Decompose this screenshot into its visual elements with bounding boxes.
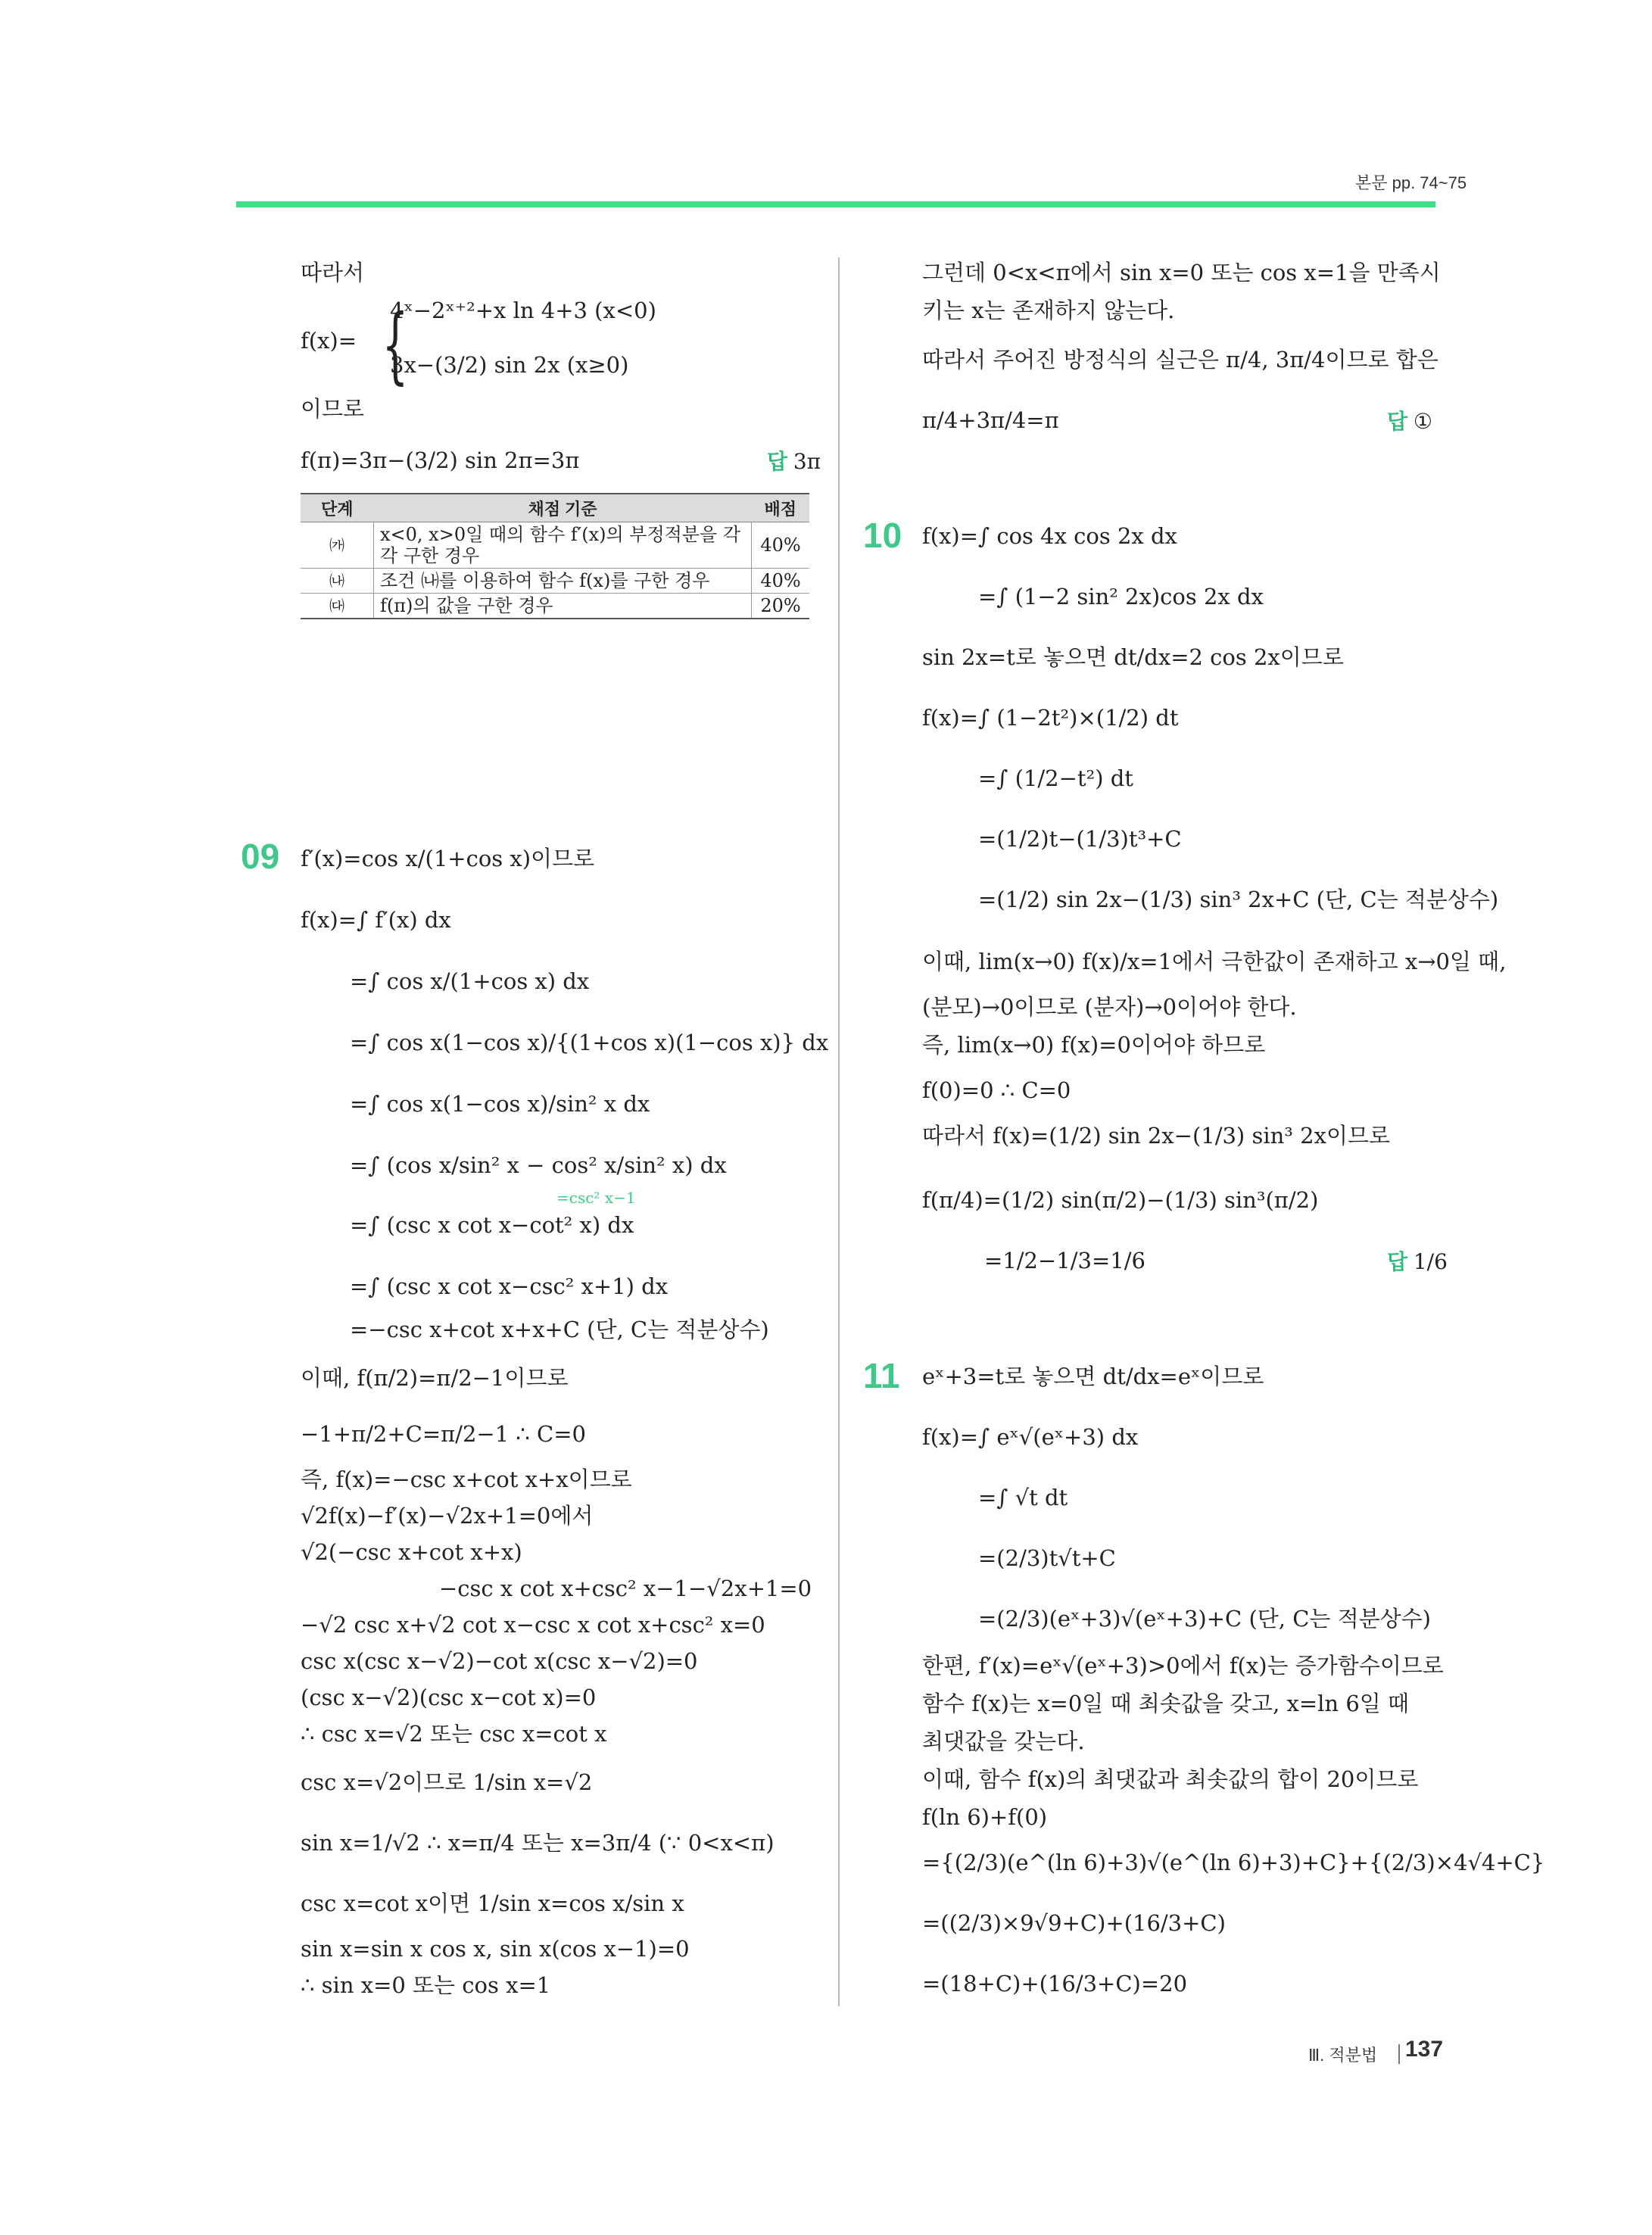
solution-line: √2(−csc x+cot x+x) <box>301 1539 522 1565</box>
row-step: ㈏ <box>301 569 374 594</box>
solution-line: csc x=cot x이면 1/sin x=cos x/sin x <box>301 1891 684 1916</box>
solution-line: 즉, lim(x→0) f(x)=0이어야 하므로 <box>922 1032 1266 1058</box>
header-score: 배점 <box>752 494 810 522</box>
solution-line: =∫ cos x/(1+cos x) dx <box>350 968 590 994</box>
table-row <box>301 522 809 569</box>
solution-line: =∫ (csc x cot x−cot² x) dx <box>350 1212 634 1238</box>
solution-line: =∫ (csc x cot x−csc² x+1) dx <box>350 1273 669 1299</box>
answer-08 <box>767 445 821 475</box>
intro-text: 따라서 <box>301 260 365 285</box>
answer-label: 답 <box>1387 410 1408 433</box>
solution-line: =∫ (1/2−t²) dt <box>978 765 1133 791</box>
row-score: 40% <box>752 522 810 569</box>
solution-line: f(x)=∫ eˣ√(eˣ+3) dx <box>922 1424 1139 1450</box>
header-rule <box>236 201 1435 207</box>
solution-line: (분모)→0이므로 (분자)→0이어야 한다. <box>922 994 1297 1020</box>
solution-line: =(1/2) sin 2x−(1/3) sin³ 2x+C (단, C는 적분상수) <box>978 887 1499 912</box>
solution-line: f(ln 6)+f(0) <box>922 1804 1048 1830</box>
solution-line: =1/2−1/3=1/6 <box>984 1248 1145 1273</box>
piecewise-case-1: 4ˣ−2ˣ⁺²+x ln 4+3 (x<0) <box>390 298 656 323</box>
piecewise-brace: { <box>382 296 409 393</box>
solution-line: π/4+3π/4=π <box>922 407 1059 433</box>
solution-line: =((2/3)×9√9+C)+(16/3+C) <box>922 1910 1226 1936</box>
header-step: 단계 <box>301 494 374 522</box>
problem-number-11: 11 <box>863 1356 900 1395</box>
answer-value: 3π <box>793 449 821 474</box>
solution-line: f′(x)=cos x/(1+cos x)이므로 <box>301 846 595 871</box>
answer-label: 답 <box>1387 1250 1408 1273</box>
solution-line: 키는 x는 존재하지 않는다. <box>922 298 1175 323</box>
solution-line: csc x=√2이므로 1/sin x=√2 <box>301 1769 593 1795</box>
header-criteria: 채점 기준 <box>374 494 752 522</box>
answer-value: ① <box>1413 409 1432 434</box>
solution-line: −1+π/2+C=π/2−1 ∴ C=0 <box>301 1421 586 1447</box>
solution-line: =(18+C)+(16/3+C)=20 <box>922 1971 1188 1997</box>
solution-line: =∫ cos x(1−cos x)/{(1+cos x)(1−cos x)} dx <box>350 1030 829 1055</box>
solution-line: =∫ √t dt <box>978 1485 1068 1510</box>
solution-line: 이때, f(π/2)=π/2−1이므로 <box>301 1365 569 1391</box>
solution-line: 이때, lim(x→0) f(x)/x=1에서 극한값이 존재하고 x→0일 때, <box>922 949 1507 974</box>
solution-line: =∫ (cos x/sin² x − cos² x/sin² x) dx <box>350 1152 727 1178</box>
solution-line: sin x=1/√2 ∴ x=π/4 또는 x=3π/4 (∵ 0<x<π) <box>301 1830 775 1856</box>
solution-line: 한편, f′(x)=eˣ√(eˣ+3)>0에서 f(x)는 증가함수이므로 <box>922 1653 1444 1679</box>
identity-note: =csc² x−1 <box>556 1189 636 1207</box>
row-criteria: 조건 ㈏를 이용하여 함수 f(x)를 구한 경우 <box>374 569 752 594</box>
grading-table-header <box>301 494 809 522</box>
solution-line: ∴ csc x=√2 또는 csc x=cot x <box>301 1721 607 1747</box>
solution-line: =∫ (1−2 sin² 2x)cos 2x dx <box>978 584 1264 609</box>
solution-line: csc x(csc x−√2)−cot x(csc x−√2)=0 <box>301 1648 698 1674</box>
chapter-label: Ⅲ. 적분법 <box>1308 2046 1378 2065</box>
answer-value: 1/6 <box>1413 1249 1448 1274</box>
solution-line: f(π/4)=(1/2) sin(π/2)−(1/3) sin³(π/2) <box>922 1187 1319 1213</box>
solution-line: sin x=sin x cos x, sin x(cos x−1)=0 <box>301 1936 690 1962</box>
solution-line: =(2/3)t√t+C <box>978 1545 1116 1571</box>
solution-line: sin 2x=t로 놓으면 dt/dx=2 cos 2x이므로 <box>922 644 1344 670</box>
solution-line: 따라서 f(x)=(1/2) sin 2x−(1/3) sin³ 2x이므로 <box>922 1123 1390 1149</box>
solution-line: ={(2/3)(e^(ln 6)+3)√(e^(ln 6)+3)+C}+{(2/3)×4√4+C} <box>922 1850 1545 1875</box>
row-criteria: f(π)의 값을 구한 경우 <box>374 594 752 619</box>
row-step: ㈐ <box>301 594 374 619</box>
answer-10 <box>1387 1245 1448 1276</box>
grading-table <box>301 493 809 619</box>
piecewise-lhs: f(x)= <box>301 328 357 354</box>
f-of-pi: f(π)=3π−(3/2) sin 2π=3π <box>301 447 580 473</box>
solution-line: =(2/3)(eˣ+3)√(eˣ+3)+C (단, C는 적분상수) <box>978 1606 1432 1632</box>
row-step: ㈎ <box>301 522 374 569</box>
solution-line: (csc x−√2)(csc x−cot x)=0 <box>301 1685 597 1710</box>
imeuro-text: 이므로 <box>301 396 365 422</box>
solution-line: −csc x cot x+csc² x−1−√2x+1=0 <box>439 1576 812 1601</box>
solution-line: f(0)=0 ∴ C=0 <box>922 1077 1071 1103</box>
solution-line: −√2 csc x+√2 cot x−csc x cot x+csc² x=0 <box>301 1612 765 1638</box>
solution-line: =−csc x+cot x+x+C (단, C는 적분상수) <box>350 1317 769 1342</box>
solution-line: 이때, 함수 f(x)의 최댓값과 최솟값의 합이 20이므로 <box>922 1766 1419 1792</box>
solution-line: f(x)=∫ (1−2t²)×(1/2) dt <box>922 705 1179 731</box>
problem-number-10: 10 <box>863 516 902 555</box>
solution-line: eˣ+3=t로 놓으면 dt/dx=eˣ이므로 <box>922 1364 1264 1389</box>
column-divider <box>838 257 840 2006</box>
page-reference: 본문 pp. 74~75 <box>1355 173 1467 192</box>
solution-line: ∴ sin x=0 또는 cos x=1 <box>301 1972 551 1998</box>
table-row <box>301 594 809 619</box>
row-score: 40% <box>752 569 810 594</box>
solution-line: 따라서 주어진 방정식의 실근은 π/4, 3π/4이므로 합은 <box>922 347 1438 372</box>
solution-line: =∫ cos x(1−cos x)/sin² x dx <box>350 1091 650 1117</box>
row-criteria: x<0, x>0일 때의 함수 f′(x)의 부정적분을 각각 구한 경우 <box>374 522 752 569</box>
table-row <box>301 569 809 594</box>
solution-line: f(x)=∫ cos 4x cos 2x dx <box>922 523 1177 549</box>
problem-number-09: 09 <box>241 837 280 876</box>
solution-line: 그런데 0<x<π에서 sin x=0 또는 cos x=1을 만족시 <box>922 260 1441 285</box>
solution-line: f(x)=∫ f′(x) dx <box>301 907 451 933</box>
answer-09 <box>1387 405 1432 435</box>
footer-separator <box>1398 2044 1400 2064</box>
piecewise-case-2: 3x−(3/2) sin 2x (x≥0) <box>390 352 629 378</box>
answer-label: 답 <box>767 450 788 473</box>
solution-line: √2f(x)−f′(x)−√2x+1=0에서 <box>301 1503 594 1529</box>
page-number: 137 <box>1405 2037 1444 2062</box>
solution-line: 최댓값을 갖는다. <box>922 1728 1085 1754</box>
row-score: 20% <box>752 594 810 619</box>
solution-line: =(1/2)t−(1/3)t³+C <box>978 826 1182 852</box>
solution-line: 즉, f(x)=−csc x+cot x+x이므로 <box>301 1467 632 1492</box>
solution-line: 함수 f(x)는 x=0일 때 최솟값을 갖고, x=ln 6일 때 <box>922 1691 1410 1716</box>
